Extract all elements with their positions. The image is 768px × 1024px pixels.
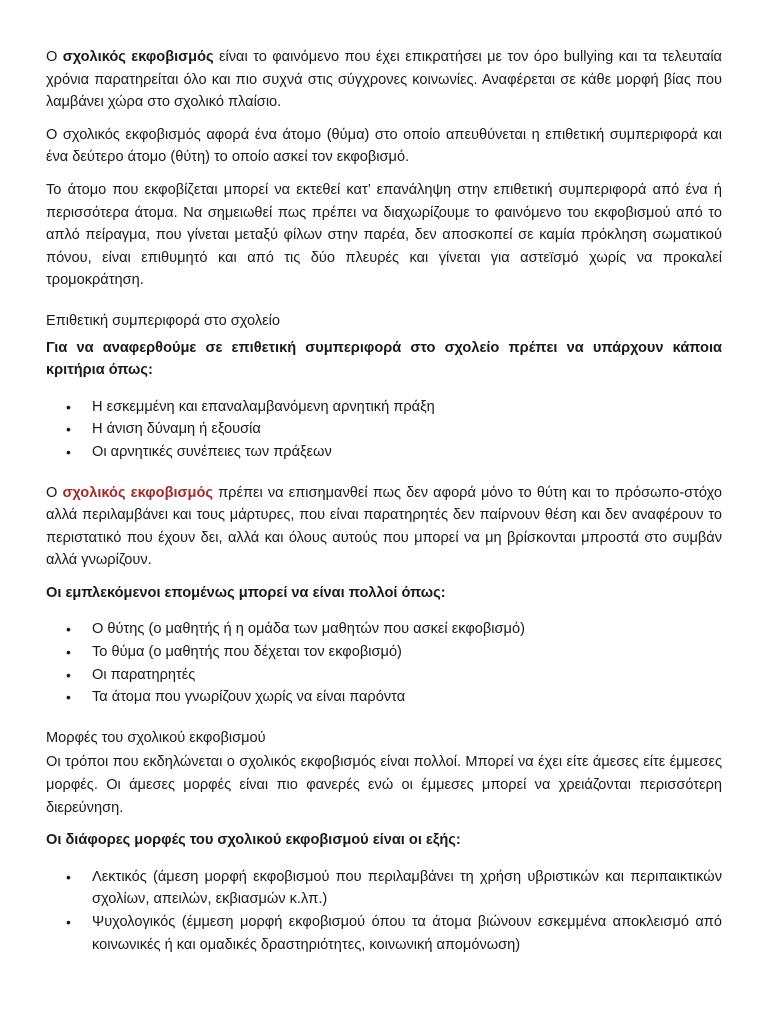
intro-term: σχολικός εκφοβισμός — [62, 49, 214, 65]
list-item — [46, 664, 722, 687]
section1-heading: Επιθετική συμπεριφορά στο σχολείο — [46, 312, 281, 329]
list-item — [46, 418, 722, 441]
list-item — [46, 396, 722, 419]
bullet-icon: • — [66, 666, 71, 683]
list-item-text: Η εσκεμμένη και επαναλαμβανόμενη αρνητική πράξη — [92, 398, 435, 415]
list-item — [46, 441, 722, 464]
section2-rest: πρέπει να επισημανθεί πως δεν αφορά μόνο το θύτη και το πρόσωπο-στόχο αλλά περιλαμβάνει και τους μάρτυρες, που είναι παρατηρητές δεν παίρνουν θέση και δεν αναφέρουν το περιστατικό που έχουν δει, αλλά και όλους αυτούς που μπορεί να μη βρίσκονται μπροστά στο συμβάν αλλά γνωρίζουν. — [46, 484, 722, 569]
bullet-icon: • — [66, 914, 71, 930]
intro-paragraph-2: Ο σχολικός εκφοβισμός αφορά ένα άτομο (θύμα) στο οποίο απευθύνεται η επιθετική συμπεριφορά και ένα δεύτερο άτομο (θύτη) το οποίο ασκεί τον εκφοβισμό. — [46, 126, 722, 166]
list-item — [46, 911, 722, 956]
list-item-text: Ψυχολογικός (έμμεση μορφή εκφοβισμού όπου τα άτομα βιώνουν εσκεμμένα αποκλεισμό από κοινωνικές ή και ομαδικές δραστηριότητες, κοινωνική απομόνωση) — [92, 914, 722, 953]
intro-paragraph-1 — [46, 46, 722, 114]
section3-forms-list — [46, 866, 722, 956]
list-item — [46, 641, 722, 664]
bullet-icon: • — [66, 644, 71, 661]
list-item — [46, 866, 722, 911]
intro-paragraph-3: Το άτομο που εκφοβίζεται μπορεί να εκτεθεί κατ’ επανάληψη στην επιθετική συμπεριφορά από ένα ή περισσότερα άτομα. Να σημειωθεί πως πρέπει να διαχωρίζουμε το φαινόμενο του εκφοβισμού από το απλό πείραγμα, που γίνεται μεταξύ φίλων στην παρέα, δεν αποσκοπεί σε καμία πρόκληση σωματικού πόνου, είναι επιθυμητό και από τις δύο πλευρές και γίνεται για αστεϊσμό χωρίς να προκαλεί τρομοκράτηση. — [46, 181, 722, 289]
list-item — [46, 618, 722, 641]
bullet-icon: • — [66, 689, 71, 706]
section3-heading: Μορφές του σχολικού εκφοβισμού — [46, 729, 266, 746]
intro-rest: είναι το φαινόμενο που έχει επικρατήσει με τον όρο bullying και τα τελευταία χρόνια παρατηρείται όλο και πιο συχνά στις σύγχρονες κοινωνίες. Αναφέρεται σε κάθε μορφή βίας που λαμβάνει χώρα στο σχολικό πλαίσιο. — [46, 49, 722, 111]
list-item — [46, 686, 722, 709]
section2-involved-list — [46, 618, 722, 708]
bullet-icon: • — [66, 421, 71, 438]
list-item-text: Το θύμα (ο μαθητής που δέχεται τον εκφοβισμό) — [92, 644, 402, 661]
section3-paragraph: Οι τρόποι που εκδηλώνεται ο σχολικός εκφοβισμός είναι πολλοί. Μπορεί να έχει είτε άμεσες είτε έμμεσες μορφές. Οι άμεσες μορφές είναι πιο φανερές ενώ οι έμμεσες μπορεί να χρειάζονται περισσότερη διερεύνηση. — [46, 754, 722, 816]
list-item-text: Λεκτικός (άμεση μορφή εκφοβισμού που περιλαμβάνει τη χρήση υβριστικών και περιπαικτικών σχολίων, απειλών, εκβιασμών κ.λπ.) — [92, 868, 722, 908]
list-item-text: Οι αρνητικές συνέπειες των πράξεων — [92, 443, 332, 460]
list-item-text: Η άνιση δύναμη ή εξουσία — [92, 421, 261, 438]
section1-criteria-list — [46, 396, 722, 464]
bullet-icon: • — [66, 398, 71, 415]
section2-lead: Οι εμπλεκόμενοι επομένως μπορεί να είναι πολλοί όπως: — [46, 584, 446, 601]
section2-paragraph — [46, 482, 722, 572]
bullet-icon: • — [66, 621, 71, 638]
intro-lead: Ο — [46, 49, 63, 65]
bullet-icon: • — [66, 868, 71, 885]
section2-term: σχολικός εκφοβισμός — [62, 484, 213, 501]
section2-lead-word: Ο — [46, 484, 63, 501]
list-item-text: Οι παρατηρητές — [92, 666, 196, 683]
section1-lead: Για να αναφερθούμε σε επιθετική συμπεριφορά στο σχολείο πρέπει να υπάρχουν κάποια κριτήρια όπως: — [46, 339, 722, 379]
list-item-text: Τα άτομα που γνωρίζουν χωρίς να είναι παρόντα — [92, 689, 406, 706]
list-item-text: Ο θύτης (ο μαθητής ή η ομάδα των μαθητών που ασκεί εκφοβισμό) — [92, 621, 525, 638]
section3-lead: Οι διάφορες μορφές του σχολικού εκφοβισμού είναι οι εξής: — [46, 832, 461, 849]
bullet-icon: • — [66, 443, 71, 460]
